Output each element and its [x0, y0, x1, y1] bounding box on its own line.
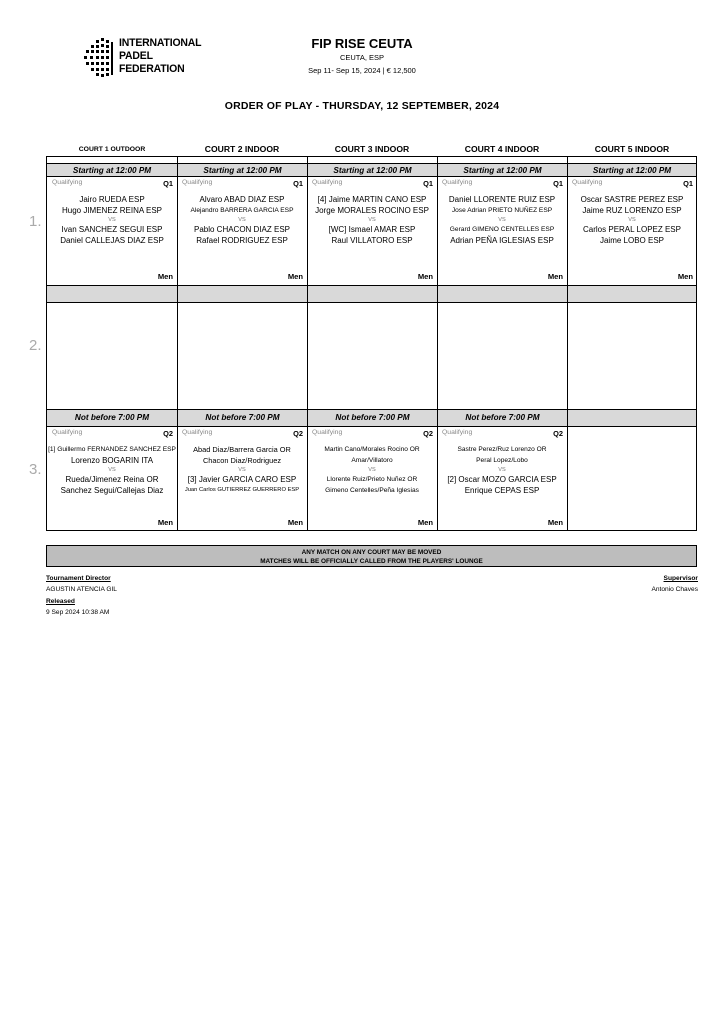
court-headers — [47, 144, 697, 156]
start-time-court-4: Starting at 12:00 PM — [438, 163, 567, 177]
row-number-1: 1. — [29, 213, 42, 230]
versus-label: VS — [108, 217, 116, 223]
team1-pair-option1: Abad Diaz/Barrera Garcia OR — [193, 445, 291, 454]
qualifying-label: Qualifying — [52, 179, 83, 186]
team2-player2: Rafael RODRIGUEZ ESP — [196, 236, 288, 245]
team1-player2: Hugo JIMENEZ REINA ESP — [61, 206, 163, 215]
versus-label: VS — [368, 467, 376, 473]
team1-player2: Jose Adrian PRIETO NUÑEZ ESP — [451, 207, 553, 214]
round-label: Q1 — [683, 179, 693, 188]
supervisor-label: Supervisor — [663, 575, 698, 582]
court-header-2: COURT 2 INDOOR — [204, 144, 280, 154]
team1-player1: Alvaro ABAD DIAZ ESP — [199, 195, 285, 204]
team1-player1: Jairo RUEDA ESP — [79, 195, 145, 204]
team1-pair-option1: Sastre Perez/Ruz Lorenzo OR — [457, 446, 547, 453]
team1-player1: [1] Guillermo FERNANDEZ SANCHEZ ESP — [48, 446, 176, 453]
round-label: Q2 — [163, 429, 173, 438]
team1-player2: Jaime RUZ LORENZO ESP — [582, 206, 682, 215]
gender-label: Men — [417, 518, 433, 527]
fip-logo — [82, 36, 202, 80]
versus-label: VS — [498, 217, 506, 223]
gender-label: Men — [157, 272, 173, 281]
gender-label: Men — [287, 272, 303, 281]
match-cell — [177, 427, 307, 531]
round-label: Q2 — [423, 429, 433, 438]
qualifying-label: Qualifying — [52, 429, 83, 436]
logo-line: FEDERATION — [119, 63, 185, 75]
schedule-grid — [46, 156, 697, 531]
round-label: Q1 — [423, 179, 433, 188]
start-time-court-3: Starting at 12:00 PM — [308, 163, 437, 177]
qualifying-label: Qualifying — [182, 429, 213, 436]
director-label: Tournament Director — [46, 575, 111, 582]
gender-label: Men — [547, 518, 563, 527]
qualifying-label: Qualifying — [442, 429, 473, 436]
team1-pair-option2: Chacon Diaz/Rodriguez — [202, 456, 282, 465]
versus-label: VS — [108, 467, 116, 473]
court-header-4: COURT 4 INDOOR — [464, 144, 540, 154]
round-label: Q2 — [293, 429, 303, 438]
court-header-1: COURT 1 OUTDOOR — [78, 146, 146, 153]
match-cell — [47, 427, 177, 531]
empty-time-band — [47, 285, 696, 303]
gender-label: Men — [677, 272, 693, 281]
team2-player1: [2] Oscar MOZO GARCIA ESP — [447, 475, 557, 484]
supervisor-name: Antonio Chaves — [651, 586, 698, 593]
row-number-2: 2. — [29, 337, 42, 354]
gender-label: Men — [547, 272, 563, 281]
team2-player1: [WC] Ismael AMAR ESP — [328, 225, 416, 234]
team2-player2: Daniel CALLEJAS DIAZ ESP — [60, 236, 164, 245]
round-label: Q1 — [163, 179, 173, 188]
tournament-title: FIP RISE CEUTA — [311, 36, 413, 51]
released-label: Released — [46, 598, 75, 605]
team2-player2: Juan Carlos GUTIERREZ GUERRERO ESP — [184, 487, 300, 493]
team2-pair-option2: Sanchez Segui/Callejas Diaz — [60, 486, 164, 495]
team2-player1: Carlos PERAL LOPEZ ESP — [583, 225, 681, 234]
team2-player2: Raul VILLATORO ESP — [331, 236, 413, 245]
gender-label: Men — [417, 272, 433, 281]
team2-player2: Enrique CEPAS ESP — [464, 486, 540, 495]
qualifying-label: Qualifying — [312, 429, 343, 436]
match-cell — [307, 427, 437, 531]
team1-player2: Jorge MORALES ROCINO ESP — [315, 206, 429, 215]
match-cell — [47, 177, 177, 285]
start-time-court-2: Starting at 12:00 PM — [178, 163, 307, 177]
court-header-3: COURT 3 INDOOR — [334, 144, 410, 154]
versus-label: VS — [238, 217, 246, 223]
match-cell — [177, 177, 307, 285]
round-label: Q2 — [553, 429, 563, 438]
team2-pair-option1: Rueda/Jimenez Reina OR — [65, 475, 159, 484]
logo-line: INTERNATIONAL — [119, 37, 202, 49]
start-time-court-4-row3: Not before 7:00 PM — [465, 413, 540, 422]
versus-label: VS — [498, 467, 506, 473]
round-label: Q1 — [553, 179, 563, 188]
match-cell — [437, 177, 567, 285]
team1-player1: Daniel LLORENTE RUIZ ESP — [448, 195, 556, 204]
start-time-court-3-row3: Not before 7:00 PM — [335, 413, 410, 422]
team1-pair-option2: Amar/Villatoro — [351, 457, 393, 464]
match-cell — [437, 427, 567, 531]
tournament-dates-prize: Sep 11- Sep 15, 2024 | € 12,500 — [308, 66, 416, 75]
versus-label: VS — [238, 467, 246, 473]
logo-line: PADEL — [119, 50, 153, 62]
team2-player1: Pablo CHACON DIAZ ESP — [193, 225, 291, 234]
start-time-court-1-row3: Not before 7:00 PM — [74, 413, 150, 422]
notice-line-2: MATCHES WILL BE OFFICIALLY CALLED FROM THE PLAYERS' LOUNGE — [260, 558, 483, 565]
fip-logo-mark-icon — [82, 36, 116, 80]
team1-player2: Alejandro BARRERA GARCIA ESP — [190, 207, 294, 214]
start-time-court-5: Starting at 12:00 PM — [568, 163, 696, 177]
team2-player2: Adrian PEÑA IGLESIAS ESP — [450, 236, 554, 245]
row-number-3: 3. — [29, 461, 42, 478]
start-time-court-2-row3: Not before 7:00 PM — [205, 413, 280, 422]
qualifying-label: Qualifying — [572, 179, 603, 186]
order-of-play-heading: ORDER OF PLAY - THURSDAY, 12 SEPTEMBER, 2024 — [224, 100, 500, 112]
team1-player1: [4] Jaime MARTIN CANO ESP — [317, 195, 427, 204]
released-date: 9 Sep 2024 10:38 AM — [46, 609, 110, 616]
tournament-location: CEUTA, ESP — [339, 53, 385, 62]
team2-player2: Jaime LOBO ESP — [599, 236, 665, 245]
versus-label: VS — [628, 217, 636, 223]
match-cell — [307, 177, 437, 285]
team1-player2: Lorenzo BOGARIN ITA — [70, 456, 154, 465]
qualifying-label: Qualifying — [442, 179, 473, 186]
qualifying-label: Qualifying — [312, 179, 343, 186]
team2-player1: [3] Javier GARCIA CARO ESP — [187, 475, 297, 484]
gender-label: Men — [287, 518, 303, 527]
start-time-court-1: Starting at 12:00 PM — [47, 163, 177, 177]
team1-player1: Oscar SASTRE PEREZ ESP — [580, 195, 684, 204]
court-header-5: COURT 5 INDOOR — [594, 144, 670, 154]
director-name: AGUSTIN ATENCIA GIL — [46, 586, 117, 593]
notice-banner — [46, 545, 697, 567]
team1-pair-option2: Peral Lopez/Lobo — [476, 457, 528, 464]
gender-label: Men — [157, 518, 173, 527]
team2-pair-option1: Llorente Ruiz/Prieto Nuñez OR — [326, 476, 418, 483]
versus-label: VS — [368, 217, 376, 223]
team2-pair-option2: Gimeno Centelles/Peña Iglesias — [325, 487, 419, 494]
match-cell — [567, 177, 697, 285]
team1-pair-option1: Martin Cano/Morales Rocino OR — [324, 446, 420, 453]
team2-player1: Ivan SANCHEZ SEGUI ESP — [61, 225, 163, 234]
notice-line-1: ANY MATCH ON ANY COURT MAY BE MOVED — [301, 549, 442, 556]
round-label: Q1 — [293, 179, 303, 188]
qualifying-label: Qualifying — [182, 179, 213, 186]
team2-player1: Gerard GIMENO CENTELLES ESP — [449, 226, 555, 233]
fip-logo-text — [119, 37, 201, 76]
